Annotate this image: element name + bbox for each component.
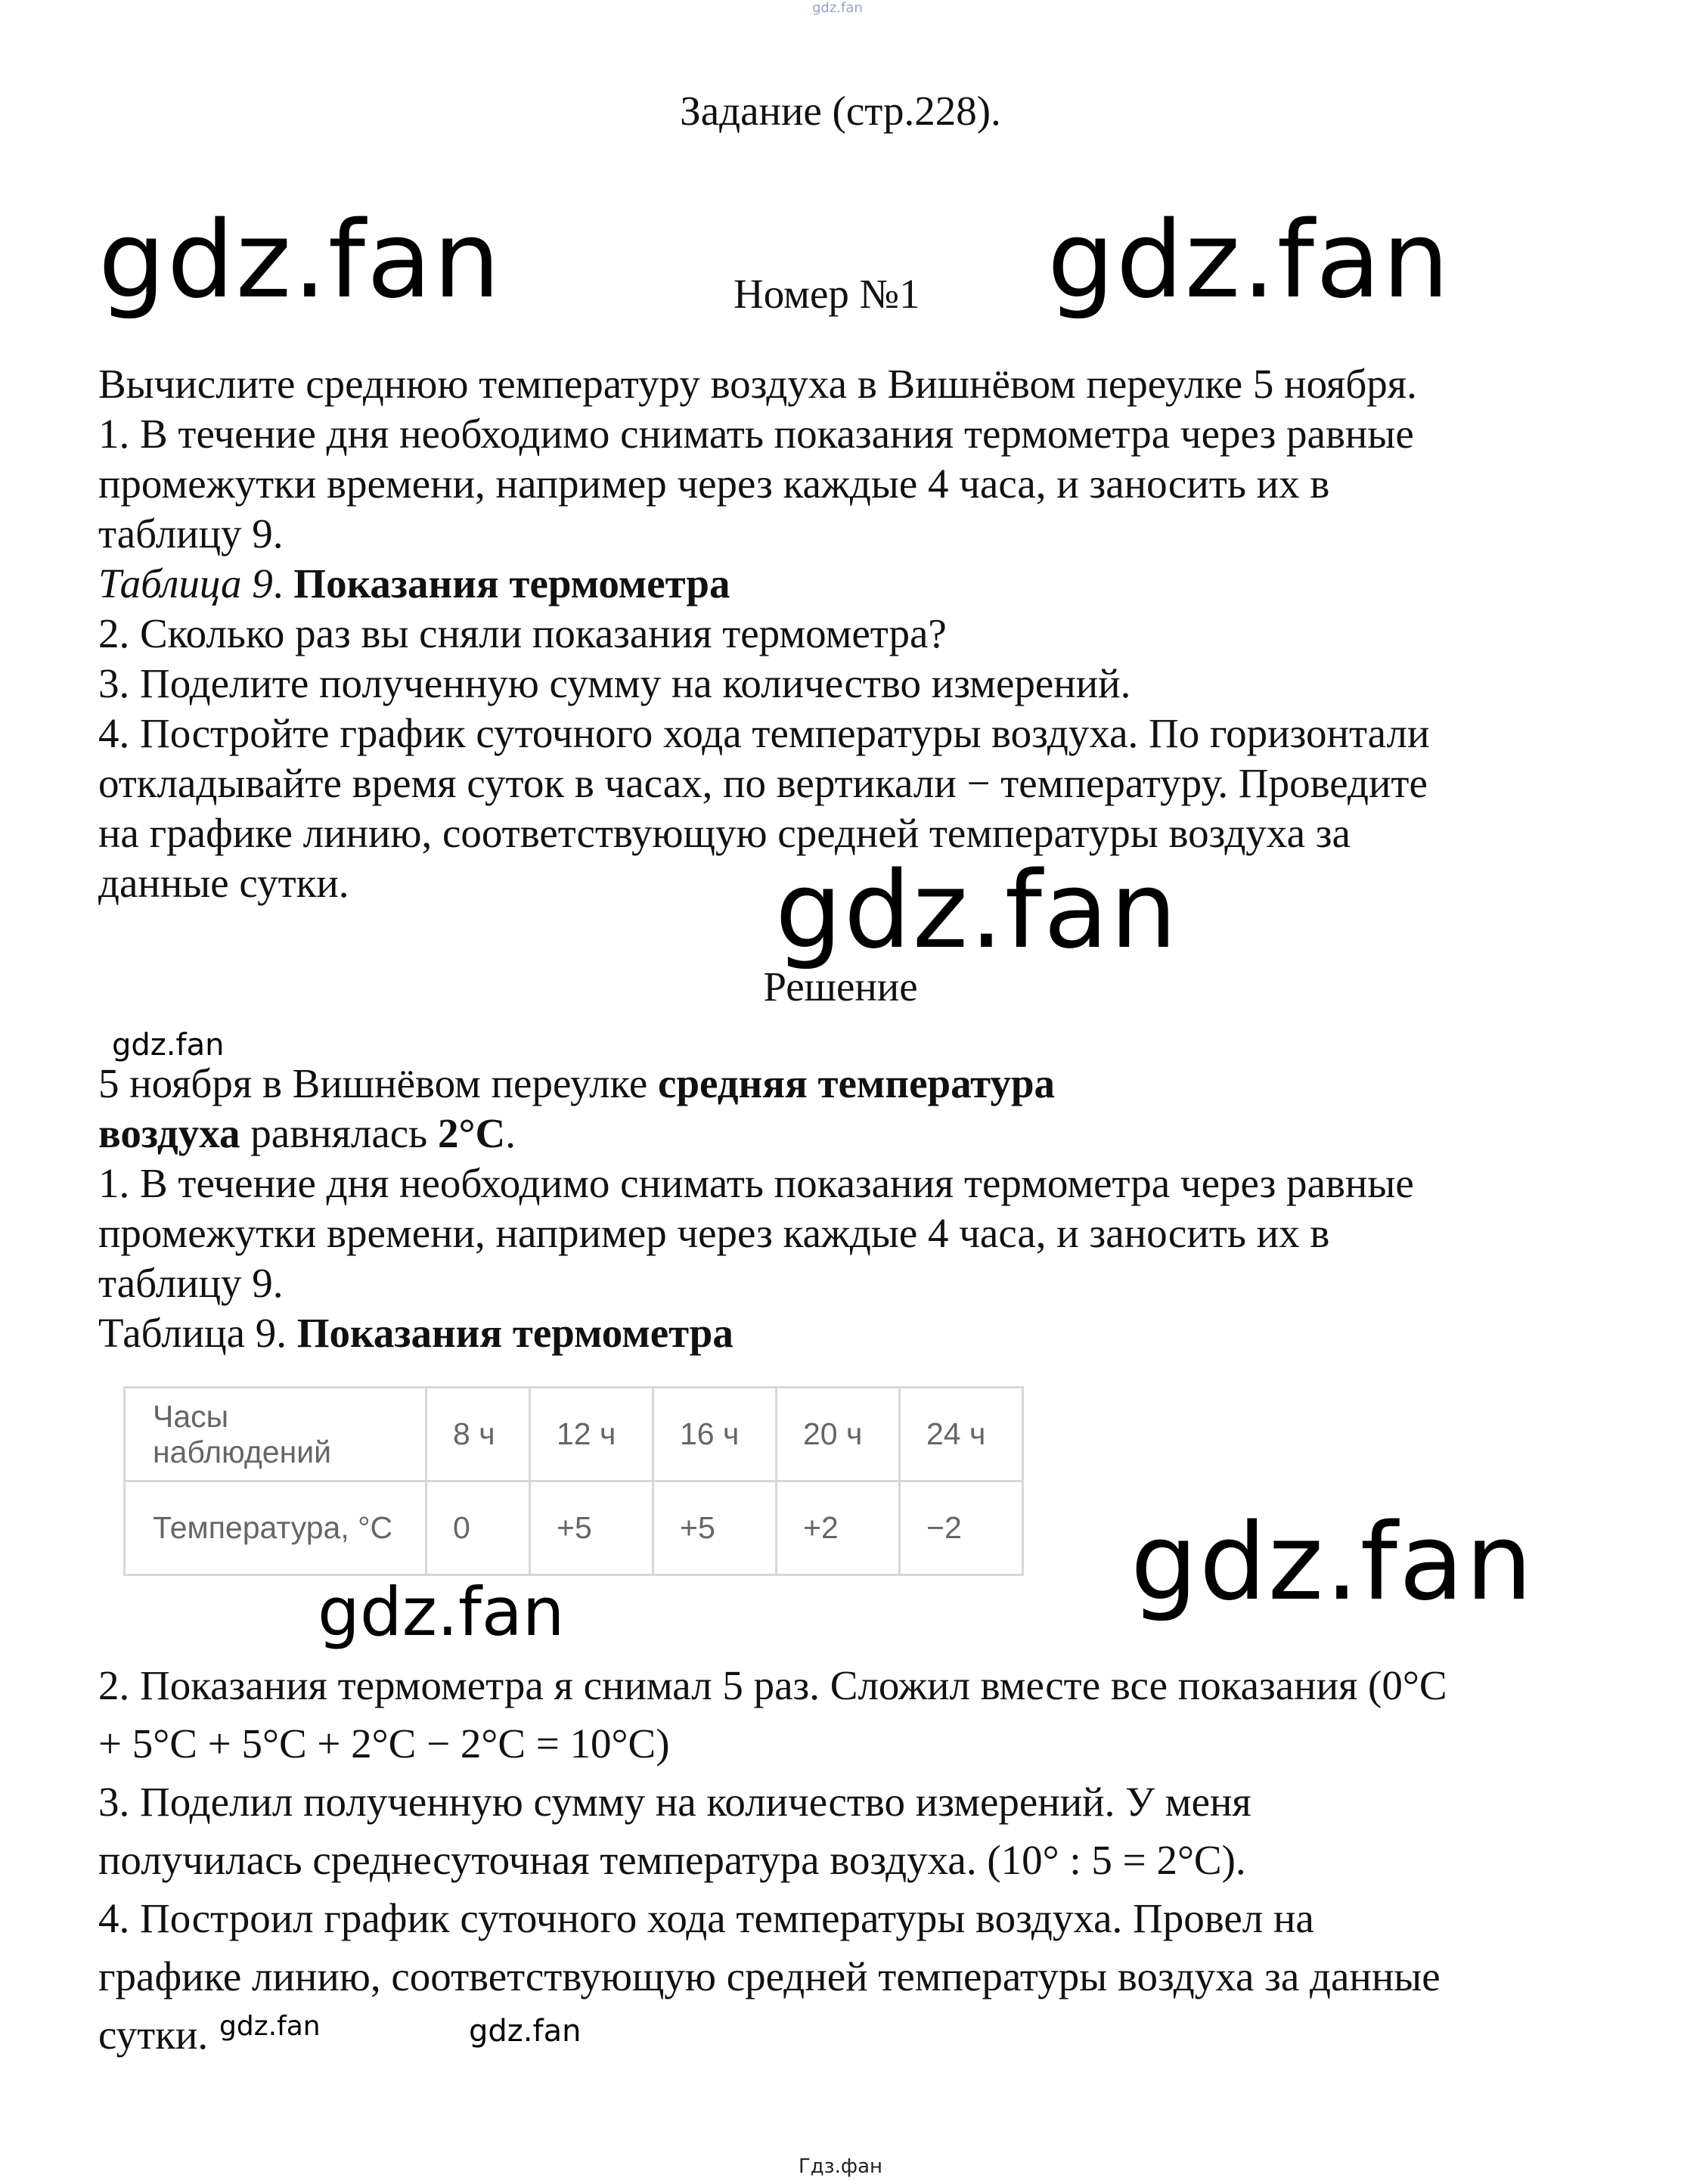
answer-end: .	[505, 1110, 516, 1156]
sol-step2-line2: + 5°С + 5°С + 2°С − 2°С = 10°С)	[98, 1720, 670, 1767]
answer-bold2: воздуха	[98, 1110, 240, 1156]
answer-line2	[98, 1109, 1596, 1159]
caption-bold: Показания термометра	[293, 560, 730, 606]
task-step1-line2: промежутки времени, например через каждые 4 часа, и заносить их в	[98, 461, 1330, 507]
task-step1-line1: 1. В течение дня необходимо снимать показания термометра через равные	[98, 411, 1414, 457]
sol-step1-line1: 1. В течение дня необходимо снимать показания термометра через равные	[98, 1160, 1414, 1206]
sol-caption-bold: Показания термометра	[296, 1310, 733, 1356]
solution-text	[98, 1059, 1596, 1358]
answer-bold1: средняя температура	[658, 1060, 1056, 1106]
watermark-1: gdz.fan	[98, 199, 502, 322]
task-table-caption	[98, 559, 1596, 609]
watermark-small-2: gdz.fan	[219, 2011, 321, 2042]
thermometer-table	[123, 1386, 1024, 1576]
sol-step2-line1: 2. Показания термометра я снимал 5 раз. Сложил вместе все показания (0°С	[98, 1662, 1447, 1708]
task-step3: 3. Поделите полученную сумму на количество измерений.	[98, 660, 1131, 706]
sol-step4-line1: 4. Построил график суточного хода температуры воздуха. Провел на	[98, 1895, 1314, 1941]
table-row	[125, 1388, 1023, 1481]
sol-caption-plain: Таблица 9.	[98, 1310, 297, 1356]
task-step4-line2: откладывайте время суток в часах, по вертикали − температуру. Проведите	[98, 760, 1428, 806]
table-cell-header: Температура, °С	[125, 1481, 426, 1575]
watermark-3: gdz.fan	[775, 849, 1179, 973]
solution-steps	[98, 1656, 1611, 2064]
table-row	[125, 1481, 1023, 1575]
task-title: Задание (стр.228).	[680, 88, 1001, 134]
task-step4-line3: на графике линию, соответствующую средней температуры воздуха за	[98, 810, 1351, 856]
task-step2: 2. Сколько раз вы сняли показания термометра?	[98, 610, 947, 656]
table-cell: +5	[653, 1481, 777, 1575]
table-cell: 8 ч	[426, 1388, 530, 1481]
footer-text: Гдз.фан	[798, 2155, 883, 2178]
watermark-2: gdz.fan	[1047, 199, 1451, 322]
task-step4-line1: 4. Постройте график суточного хода температуры воздуха. По горизонтали	[98, 710, 1430, 756]
caption-sep: .	[272, 560, 294, 606]
number-title: Номер №1	[733, 271, 920, 317]
table-cell: +2	[777, 1481, 900, 1575]
watermark-medium: gdz.fan	[318, 1573, 565, 1651]
answer-pre: 5 ноября в Вишнёвом переулке	[98, 1060, 659, 1106]
table-cell: +5	[530, 1481, 653, 1575]
answer-mid: равнялась	[240, 1110, 439, 1156]
table-cell: 20 ч	[777, 1388, 900, 1481]
watermark-small-3: gdz.fan	[469, 2014, 582, 2049]
table-cell: 12 ч	[530, 1388, 653, 1481]
caption-italic: Таблица 9	[98, 560, 273, 606]
table-cell: 24 ч	[900, 1388, 1023, 1481]
table-cell-header: Часы наблюдений	[125, 1388, 426, 1481]
task-step1-line3: таблицу 9.	[98, 510, 284, 557]
table-cell: −2	[900, 1481, 1023, 1575]
task-intro: Вычислите среднюю температуру воздуха в Вишнёвом переулке 5 ноября.	[98, 361, 1417, 407]
watermark-small-1: gdz.fan	[112, 1028, 225, 1063]
answer-line1	[98, 1059, 1596, 1109]
sol-step3-line2: получилась среднесуточная температура воздуха. (10° : 5 = 2°С).	[98, 1837, 1246, 1883]
answer-bold3: 2°С	[438, 1110, 506, 1156]
watermark-4: gdz.fan	[1130, 1501, 1534, 1624]
sol-step1-line3: таблицу 9.	[98, 1260, 284, 1306]
table-cell: 0	[426, 1481, 530, 1575]
task-step4-line4: данные сутки.	[98, 860, 349, 906]
task-text	[98, 359, 1596, 908]
sol-step1-line2: промежутки времени, например через каждые 4 часа, и заносить их в	[98, 1210, 1330, 1256]
sol-step4-line2: графике линию, соответствующую средней температуры воздуха за данные	[98, 1953, 1441, 1999]
solution-title: Решение	[763, 963, 918, 1010]
sol-table-caption	[98, 1308, 1596, 1358]
sol-step4-line3: сутки.	[98, 2012, 209, 2058]
table-cell: 16 ч	[653, 1388, 777, 1481]
sol-step3-line1: 3. Поделил полученную сумму на количество измерений. У меня	[98, 1779, 1251, 1825]
top-watermark: gdz.fan	[812, 0, 863, 16]
